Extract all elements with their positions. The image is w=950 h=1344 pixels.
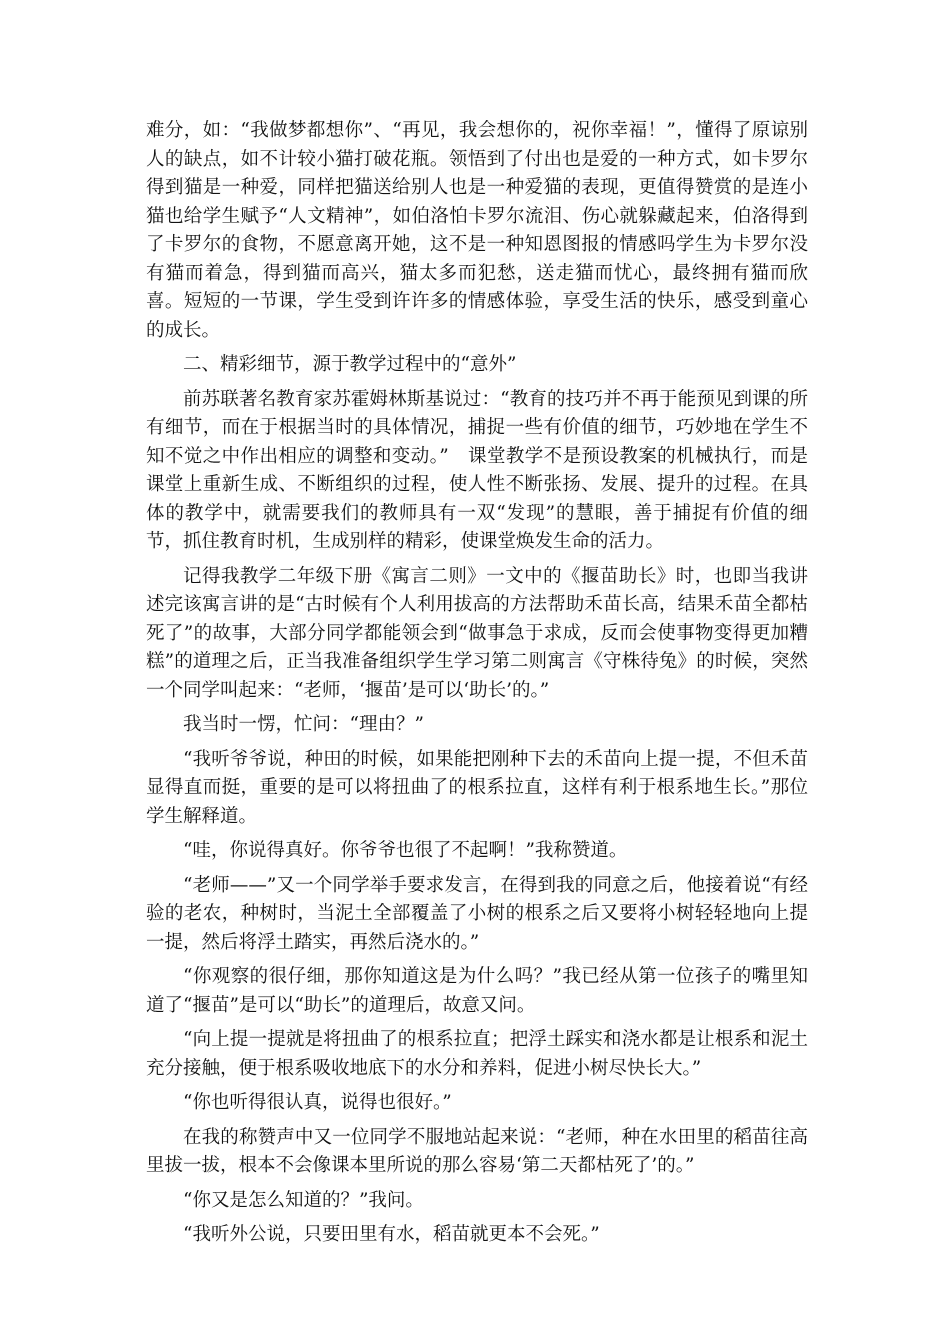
paragraph: 我当时一愣，忙问：“理由？”	[183, 714, 424, 735]
paragraph: “我听外公说，只要田里有水，稻苗就更本不会死。”	[183, 1224, 600, 1245]
paragraph: “你也听得很认真，说得也很好。”	[183, 1092, 452, 1113]
paragraph: “老师——”又一个同学举手要求发言，在得到我的同意之后，他接着说“有经验的老农，种树时，当泥土全部覆盖了小树的根系之后又要将小树轻轻地向上提一提，然后将浮土踏实，再然后浇水的。”	[146, 874, 808, 953]
paragraph: “你观察的很仔细，那你知道这是为什么吗？”我已经从第一位孩子的嘴里知道了“揠苗”是可以“助长”的道理后，故意又问。	[146, 966, 808, 1016]
paragraph: “我听爷爷说，种田的时候，如果能把刚种下去的禾苗向上提一提，不但禾苗显得直而挺，重要的是可以将扭曲了的根系拉直，这样有利于根系地生长。”那位学生解释道。	[146, 748, 808, 827]
document-body	[146, 117, 808, 1256]
paragraph: 记得我教学二年级下册《寓言二则》一文中的《揠苗助长》时，也即当我讲述完该寓言讲的是“古时候有个人利用拔高的方法帮助禾苗长高，结果禾苗全都枯死了”的故事，大部分同学都能领会到“做事急于求成，反而会使事物变得更加糟糕”的道理之后，正当我准备组织学生学习第二则寓言《守株待兔》的时候，突然一个同学叫起来：“老师，‘揠苗’是可以‘助长’的。”	[146, 565, 808, 701]
paragraph: “你又是怎么知道的？”我问。	[183, 1189, 424, 1211]
paragraph: 前苏联著名教育家苏霍姆林斯基说过：“教育的技巧并不再于能预见到课的所有细节，而在于根据当时的具体情况，捕捉一些有价值的细节，巧妙地在学生不知不觉之中作出相应的调整和变动。” 课堂教学不是预设教案的机械执行，而是课堂上重新生成、不断组织的过程，使人性不断张扬、发展、提升的过程。在具体的教学中，就需要我们的教师具有一双“发现”的慧眼，善于捕捉有价值的细节，抓住教育时机，生成别样的精彩，使课堂焕发生命的活力。	[146, 388, 808, 552]
paragraph: “哇，你说得真好。你爷爷也很了不起啊！”我称赞道。	[183, 840, 628, 861]
paragraph-continuation: 难分，如：“我做梦都想你”、“再见，我会想你的，祝你幸福！”，懂得了原谅别人的缺点，如不计较小猫打破花瓶。领悟到了付出也是爱的一种方式，如卡罗尔得到猫是一种爱，同样把猫送给别人也是一种爱猫的表现，更值得赞赏的是连小猫也给学生赋予“人文精神”，如伯洛怕卡罗尔流泪、伤心就躲藏起来，伯洛得到了卡罗尔的食物，不愿意离开她，这不是一种知恩图报的情感吗学生为卡罗尔没有猫而着急，得到猫而高兴，猫太多而犯愁，送走猫而忧心，最终拥有猫而欣喜。短短的一节课，学生受到许许多的情感体验，享受生活的快乐，感受到童心的成长。	[146, 120, 808, 341]
section-heading: 二、精彩细节，源于教学过程中的“意外”	[183, 354, 517, 375]
paragraph: “向上提一提就是将扭曲了的根系拉直；把浮土踩实和浇水都是让根系和泥土充分接触，便于根系吸收地底下的水分和养料，促进小树尽快长大。”	[146, 1029, 808, 1079]
paragraph: 在我的称赞声中又一位同学不服地站起来说：“老师，种在水田里的稻苗往高里拔一拔，根本不会像课本里所说的那么容易‘第二天都枯死了’的。”	[146, 1126, 808, 1176]
